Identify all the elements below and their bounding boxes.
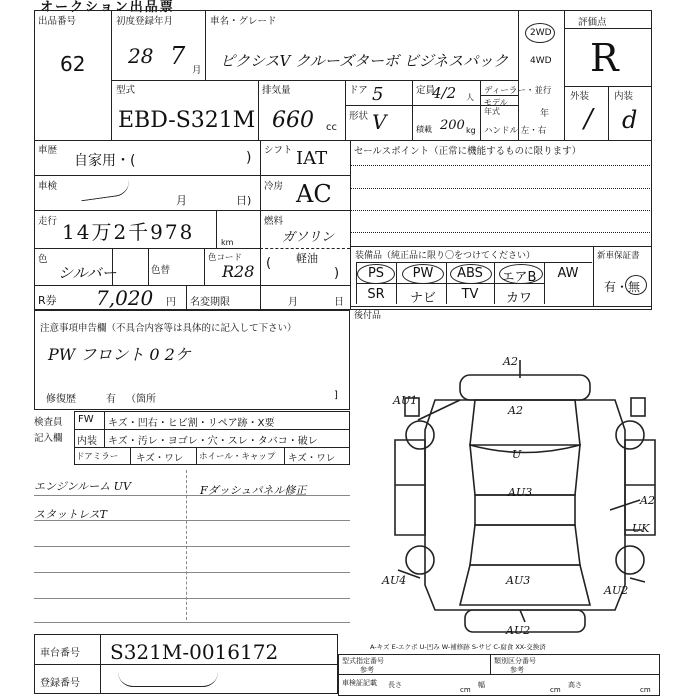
color-code: R28: [222, 262, 255, 281]
inspection-month: 月: [176, 194, 187, 207]
car-damage-diagram: [380, 360, 670, 640]
usage-label: 車歴: [38, 145, 58, 156]
fuel-open: (: [266, 256, 272, 271]
car-right-side: [625, 440, 655, 535]
equip-airbag-circle: [499, 264, 543, 284]
top-banner: オークション出品票: [40, 0, 175, 15]
recycle-label: R券: [38, 294, 57, 307]
car-wheel-rl: [406, 546, 434, 574]
usage-value: 自家用・(: [74, 153, 136, 169]
doors-label: ドア: [349, 85, 368, 96]
footer-type-ref: 参考: [360, 666, 374, 674]
check-wheel: ホイール・キャップ: [199, 452, 276, 462]
equip-sr: SR: [367, 287, 385, 302]
drive-2wd: 2WD: [530, 28, 552, 38]
damage-a2-hood: A2: [508, 404, 523, 417]
check-interior-items: キズ・汚レ・ヨゴレ・穴・スレ・タバコ・破レ: [108, 436, 318, 447]
equip-pw: PW: [412, 266, 434, 281]
remark-left-2: スタットレスT: [34, 508, 108, 521]
load-prefix: 積載: [416, 125, 432, 134]
check-mirror: ドアミラー: [76, 452, 119, 462]
equip-tv: TV: [461, 287, 479, 302]
expiry-day: 日: [334, 297, 344, 308]
disp-unit: cc: [326, 122, 337, 133]
model-year-unit: 年: [540, 109, 550, 119]
repair-value: 有: [106, 394, 116, 405]
car-label: 車名・グレード: [210, 16, 277, 27]
mileage-value: 14万2千978: [62, 220, 195, 244]
grade-ext-label: 外装: [570, 91, 590, 102]
repair-close: ]: [334, 390, 338, 401]
damage-au1: AU1: [393, 394, 418, 407]
equipment-label: 装備品（純正品に限り〇をつけてください）: [355, 251, 536, 261]
warranty-value: 有・無: [604, 280, 641, 294]
expiry-label: 名変期限: [190, 297, 230, 308]
damage-uk: UK: [632, 522, 650, 535]
equip-pw-circle: [402, 264, 444, 284]
post-parts-label: 後付品: [354, 311, 382, 321]
check-wheel-items: キズ・ワレ: [288, 453, 336, 464]
dealer-label: ディーラー・並行: [484, 86, 552, 96]
inspection-day: 日): [236, 194, 252, 207]
fuel-close: ): [334, 266, 340, 281]
damage-a2-top: A2: [503, 355, 518, 368]
shift-value: IAT: [296, 148, 328, 169]
inspection-label: 車検: [38, 181, 58, 192]
mileage-label: 走行: [38, 216, 58, 227]
check-fw-items: キズ・凹右・ヒビ割・リペア跡・X要: [108, 418, 275, 429]
handle-label: ハンドル 左・右: [484, 126, 547, 136]
car-rear-window: [470, 525, 580, 565]
damage-a2-right: A2: [640, 494, 655, 507]
drive-4wd: 4WD: [530, 56, 552, 66]
car-wheel-fr: [616, 421, 644, 449]
reg-label: 初度登録年月: [116, 16, 174, 27]
cap-value: 4/2: [432, 84, 457, 102]
cap-unit: 人: [466, 93, 474, 102]
chassis-value: S321M-0016172: [110, 640, 279, 664]
equip-aw: AW: [557, 266, 579, 281]
shape-value: V: [372, 110, 387, 134]
equip-abs-circle: [450, 264, 492, 284]
remark-right-1: Fダッシュパネル修正: [200, 484, 307, 497]
sales-label: セールスポイント（正常に機能するものに限ります）: [354, 146, 582, 157]
recycle-value: 7,020: [96, 286, 154, 310]
model-code: EBD-S321M: [118, 108, 256, 133]
repair-label: 修復歴: [46, 394, 76, 405]
color-value: シルバー: [58, 264, 117, 282]
car-roof: [475, 495, 575, 525]
shift-label: シフト: [264, 145, 293, 156]
car-wheel-fl: [406, 421, 434, 449]
footer-cm-1: cm: [460, 686, 471, 694]
damage-au2-right: AU2: [604, 584, 629, 597]
cap-label: 定員: [416, 85, 436, 96]
notes-label: 注意事項申告欄（不具合内容等は具体的に記入して下さい）: [40, 323, 297, 334]
fuel-label: 燃料: [264, 216, 284, 227]
lot-label: 出品番号: [38, 16, 77, 27]
grade-score: R: [590, 36, 619, 80]
damage-au4: AU4: [382, 574, 407, 587]
reg-month: 7: [170, 42, 186, 70]
model-year-label: モデル年式: [484, 98, 508, 116]
equip-leather: カワ: [505, 291, 532, 306]
check-fw: FW: [78, 414, 94, 425]
footer-cm-2: cm: [550, 686, 561, 694]
load-value: 200: [440, 118, 465, 133]
mileage-unit: km: [221, 238, 234, 247]
repair-place: （箇所: [126, 394, 156, 405]
drive-circle: [525, 23, 555, 43]
shape-label: 形状: [349, 111, 369, 122]
car-name: ピクシスV クルーズターボ ビジネスパック: [220, 52, 509, 70]
ac-label: 冷房: [264, 181, 284, 192]
grade-label: 評価点: [578, 17, 607, 28]
recycle-unit: 円: [166, 297, 176, 308]
fuel-value: ガソリン: [282, 230, 335, 245]
lot-number: 62: [60, 52, 86, 76]
footer-length-label: 車検証記載: [342, 679, 377, 687]
checklist-label2: 記入欄: [34, 433, 63, 444]
disp-label: 排気量: [262, 85, 291, 96]
footer-cm-3: cm: [640, 686, 651, 694]
grade-int-label: 内装: [614, 91, 634, 102]
equip-ps-circle: [357, 264, 395, 284]
footer-length: 長さ: [388, 681, 402, 689]
footer-height: 高さ: [568, 681, 582, 689]
footer-width: 幅: [478, 681, 485, 689]
warranty-label: 新車保証書: [597, 251, 640, 261]
color-label: 色: [38, 254, 48, 265]
grade-ext: /: [584, 104, 593, 134]
equip-airbag: エアB: [501, 270, 537, 285]
damage-u: U: [512, 448, 522, 461]
color-change-label: 色替: [151, 265, 171, 276]
chassis-label: 車台番号: [40, 648, 80, 659]
grade-int: d: [622, 106, 638, 134]
footer-cat-label: 類別区分番号: [494, 657, 536, 665]
reg-year: 28: [128, 44, 154, 68]
equip-ps: PS: [367, 266, 385, 281]
model-label: 型式: [116, 85, 136, 96]
load-unit: kg: [466, 126, 476, 135]
damage-au3: AU3: [508, 486, 533, 499]
notes-value: PW フロント 0 2ケ: [48, 345, 191, 364]
remark-left-1: エンジンルーム UV: [34, 480, 131, 493]
footer-cat-ref: 参考: [510, 666, 524, 674]
disp-value: 660: [272, 108, 314, 133]
color-code-label: 色コード: [208, 253, 243, 263]
footer-type-label: 型式指定番号: [342, 657, 384, 665]
car-wheel-rr: [616, 546, 644, 574]
ac-value: AC: [296, 180, 332, 208]
car-hood: [470, 400, 580, 445]
equip-abs: ABS: [457, 266, 483, 281]
usage-close: ): [246, 150, 252, 166]
car-front-bumper: [460, 375, 590, 400]
registration-scribble: [118, 672, 218, 687]
damage-au3-rear: AU3: [506, 574, 531, 587]
expiry-month: 月: [288, 297, 298, 308]
reg-month-unit: 月: [192, 65, 202, 76]
check-interior: 内装: [77, 436, 97, 447]
check-mirror-items: キズ・ワレ: [136, 453, 184, 464]
fuel-diesel: 軽油: [296, 252, 318, 265]
car-left-side: [395, 440, 425, 535]
car-mirror-right: [631, 398, 645, 416]
damage-au2-rear: AU2: [506, 624, 531, 637]
doors-value: 5: [372, 84, 384, 105]
registration-label: 登録番号: [40, 678, 80, 689]
damage-legend: A-キズ E-エクボ U-凹み W-補修跡 S-サビ C-腐食 XX-交換済: [370, 643, 546, 651]
checklist-label1: 検査員: [34, 417, 63, 428]
warranty-circle: [625, 275, 647, 295]
equip-navi: ナビ: [409, 291, 436, 306]
